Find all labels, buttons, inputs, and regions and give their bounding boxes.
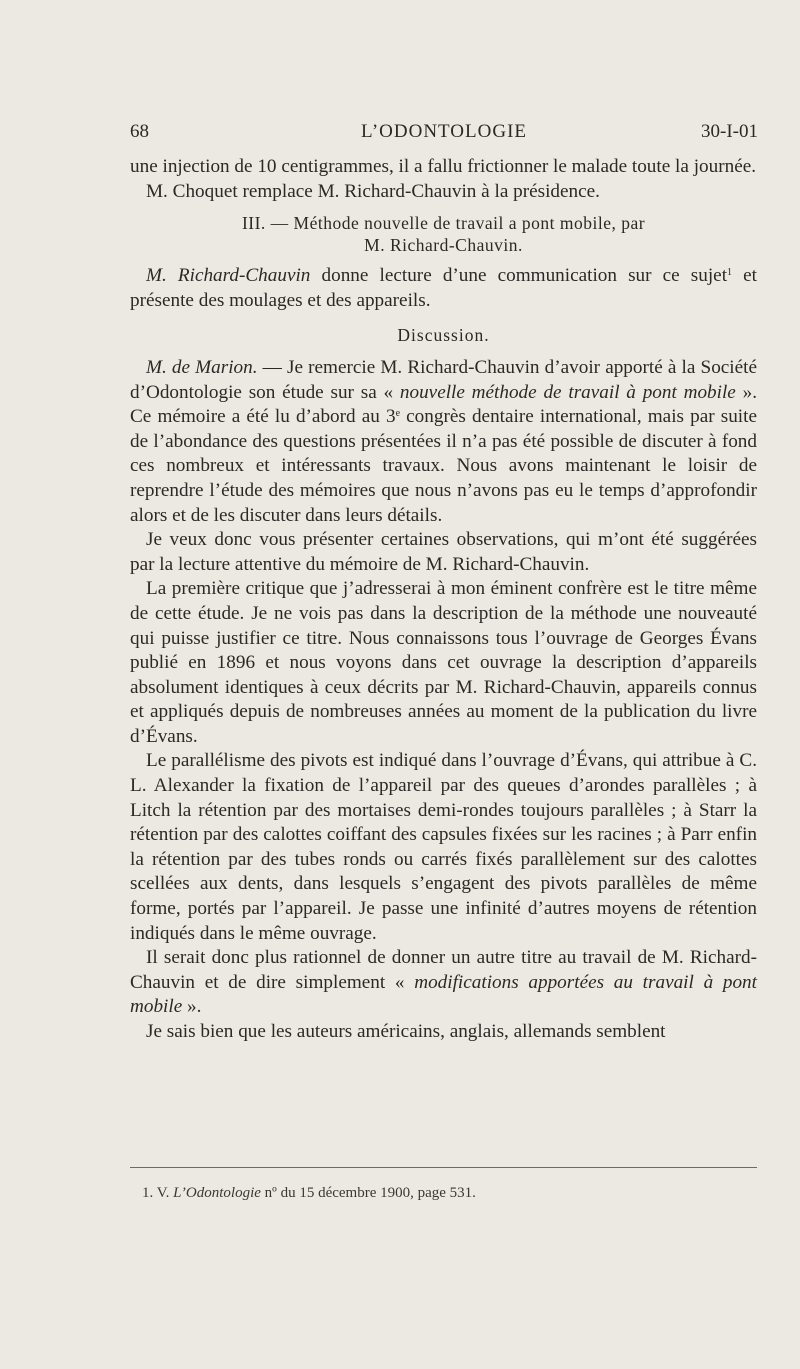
body-text [130, 155, 757, 1045]
paragraph-text: Il serait donc plus rationnel de donner un autre titre au travail de M. Richard-Chauvin et de dire simplement « [130, 947, 757, 993]
footnote-text: V. [153, 1185, 174, 1201]
issue-date: 30-I-01 [701, 121, 758, 142]
section-heading-line: III. — Méthode nouvelle de travail a pont mobile, par [241, 213, 646, 234]
paragraph-text: congrès dentaire international, mais par suite de l’abondance des questions présentées il n’a pas été possible de discuter à fond ces nombreux et intéressants travaux. Nous avons maintenant le loisir de reprendre l’étude des mémoires que nous n’avons pas eu le temps d’approfondir alors et de les discuter dans leurs détails. [130, 406, 757, 526]
paragraph: Le parallélisme des pivots est indiqué dans l’ouvrage d’Évans, qui attribue à C. L. Alexander la fixation de l’appareil par des queues d’arondes parallèles ; à Litch la rétention par des mortaises demi-rondes toujours parallèles ; à Starr la rétention par des calottes coiffant des capsules fixées sur les racines ; à Parr enfin la rétention par des tubes ronds ou carrés fixés parallèlement sur des calottes scellées aux dents, dans lesquels s’engagent des pivots parallèles de même forme, portés par l’appareil. Je passe une infinité d’autres moyens de rétention indiqués dans le même ouvrage. [130, 750, 757, 944]
paragraph-text: — Je remercie M. Richard-Chauvin d’avoir apporté à la Société d’Odontologie son étude sur sa « [130, 356, 757, 403]
speaker-name: M. de Marion. [146, 356, 258, 378]
paragraph-text: ». Ce mémoire a été lu d’abord au 3 [130, 381, 758, 428]
paragraph [130, 946, 757, 1020]
running-header [130, 121, 758, 147]
page-number: 68 [130, 121, 149, 142]
speaker-name: M. Richard-Chauvin [146, 265, 311, 287]
footnote-ref: 1 [727, 267, 733, 279]
footnote-text: nº du 15 décembre 1900, page 531. [260, 1185, 476, 1201]
paragraph-text: et présente des moulages et des appareils. [130, 265, 757, 311]
paragraph: Je veux donc vous présenter certaines observations, qui m’ont été suggérées par la lecture attentive du mémoire de M. Richard-Chauvin. [130, 529, 757, 575]
paragraph [130, 356, 757, 528]
paragraph-text: donne lecture d’une communication sur ce sujet [310, 265, 728, 287]
paragraph: une injection de 10 centigrammes, il a fallu frictionner le malade toute la journée. [130, 156, 757, 177]
footnote-divider [130, 1167, 757, 1168]
section-heading-line: M. Richard-Chauvin. [364, 235, 523, 256]
paragraph-text: ». [182, 996, 202, 1018]
quoted-title: modifications apportées au travail à pont mobile [130, 971, 757, 1018]
quoted-title: nouvelle méthode de travail à pont mobile [399, 381, 736, 403]
paragraph: M. Choquet remplace M. Richard-Chauvin à la présidence. [146, 180, 600, 202]
paragraph: Je sais bien que les auteurs américains, anglais, allemands semblent [146, 1021, 666, 1042]
section-heading [130, 212, 757, 256]
paragraph [130, 264, 757, 313]
ordinal-sup: e [395, 408, 401, 420]
footnote [142, 1185, 742, 1202]
footnote-journal: L’Odontologie [173, 1185, 261, 1201]
paragraph: La première critique que j’adresserai à mon éminent confrère est le titre même de cette étude. Je ne vois pas dans la description de la méthode une nouveauté qui puisse justifier ce titre. Nous connaissons tous l’ouvrage de Georges Évans publié en 1896 et nous voyons dans cet ouvrage la description d’appareils absolument identiques à ceux décrits par M. Richard-Chauvin, appareils connus et appliqués depuis de nombreuses années au moment de la publication du livre d’Évans. [130, 578, 757, 747]
discussion-heading: Discussion. [397, 325, 490, 346]
footnote-number: 1. [142, 1185, 154, 1201]
journal-title: L’ODONTOLOGIE [360, 121, 528, 142]
